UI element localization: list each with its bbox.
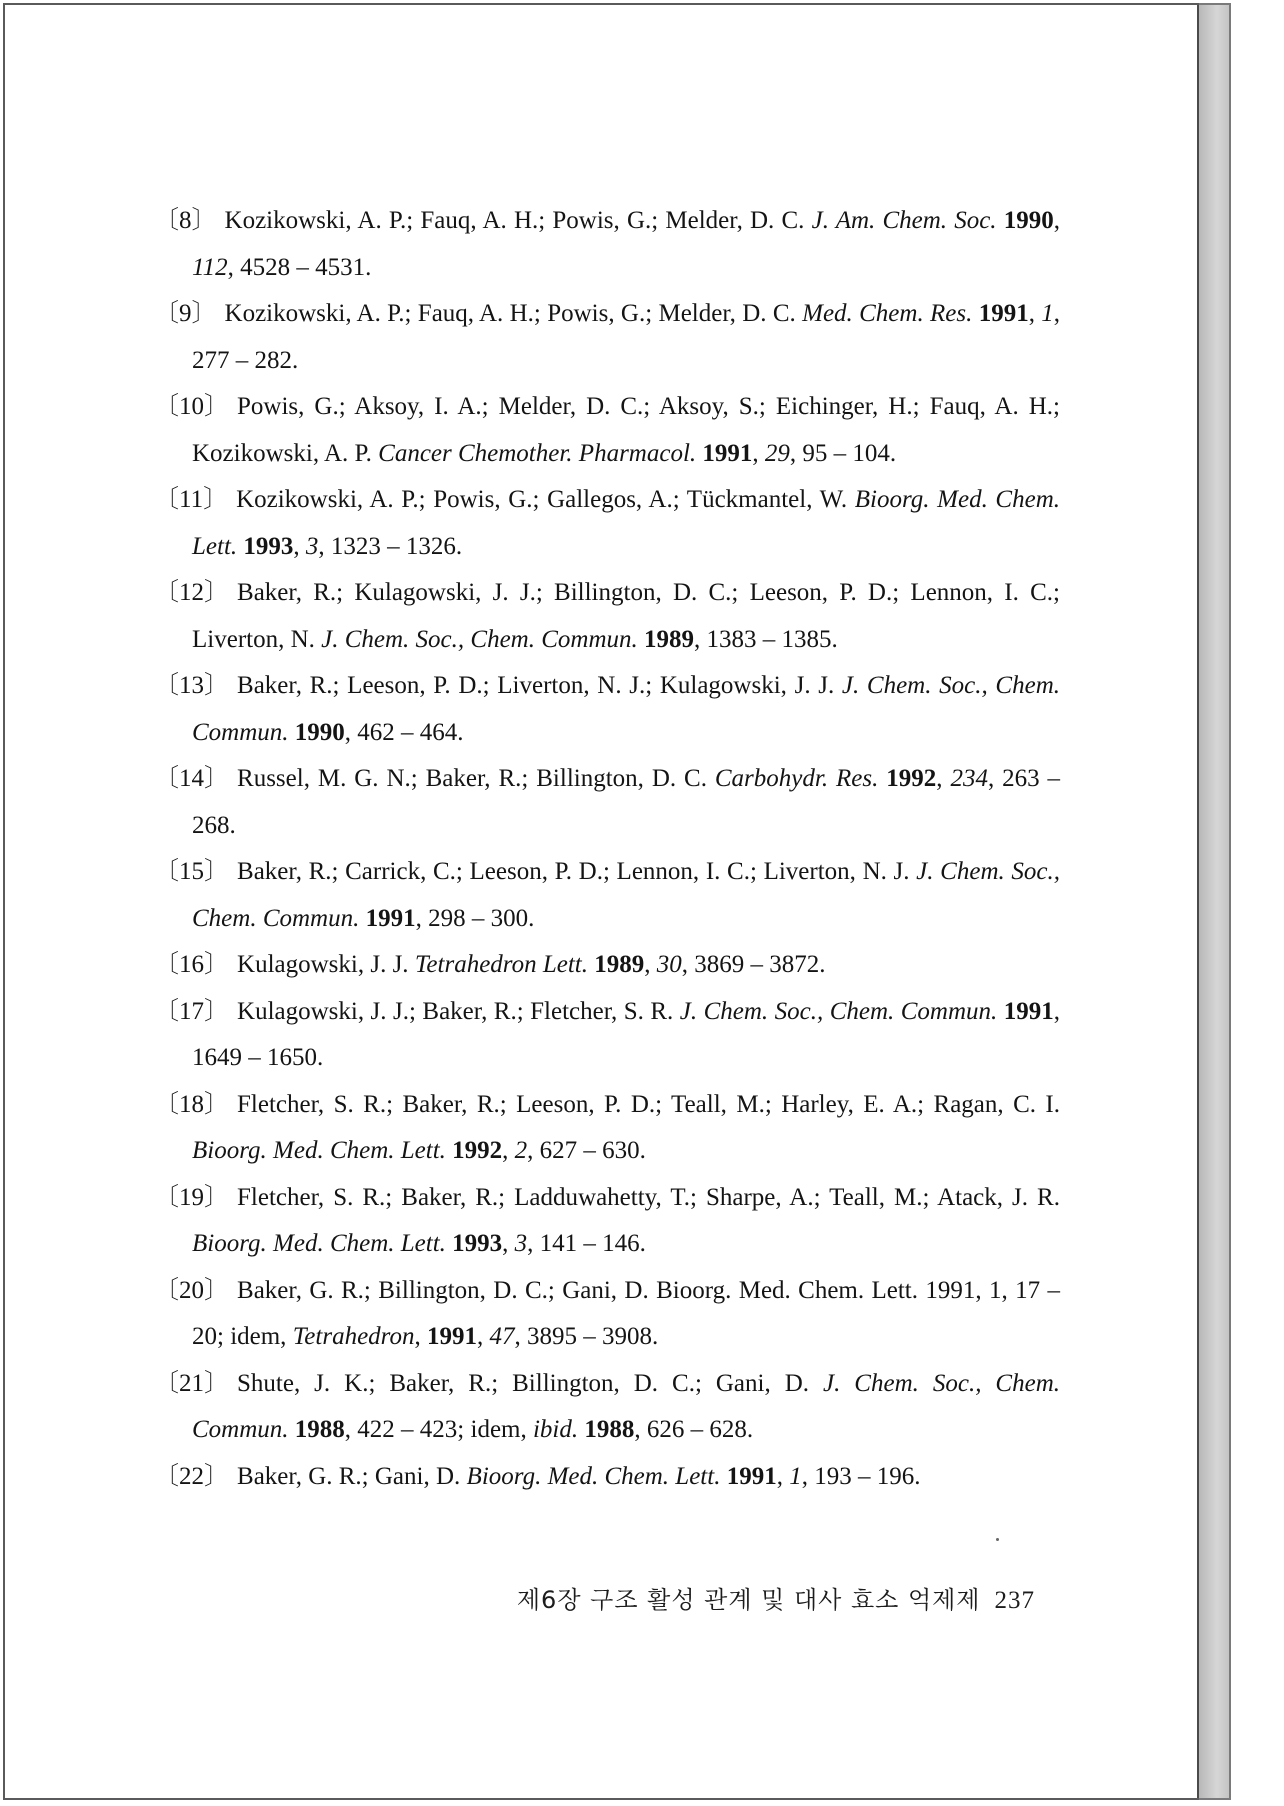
reference-italic-text: 30: [656, 951, 682, 978]
reference-number: 〔20〕: [154, 1276, 230, 1304]
reference-text: Baker, G. R.; Billington, D. C.; Gani, D. Bioorg. Med. Chem. Lett. 1991, 1, 17 – 20; idem,: [192, 1276, 1060, 1350]
reference-year: 1992: [886, 765, 937, 792]
page-stack-edge: [1199, 3, 1231, 1800]
reference-year: 1993: [452, 1230, 503, 1257]
reference-item: [154, 849, 1060, 942]
reference-number: 〔10〕: [154, 393, 230, 420]
reference-number: 〔17〕: [154, 997, 230, 1025]
reference-text: Baker, G. R.; Gani, D.: [237, 1462, 467, 1490]
reference-year: 1991: [726, 1462, 777, 1490]
reference-item: [154, 1082, 1060, 1175]
reference-number: 〔15〕: [154, 858, 230, 885]
reference-italic-text: Tetrahedron Lett.: [414, 951, 588, 978]
reference-year: 1991: [978, 300, 1029, 327]
reference-text: , 3895 – 3908.: [514, 1323, 659, 1350]
reference-item: [154, 989, 1060, 1082]
reference-italic-text: J. Chem. Soc., Chem. Commun.: [321, 625, 638, 653]
reference-text: Kozikowski, A. P.; Fauq, A. H.; Powis, G.; Melder, D. C.: [224, 207, 812, 234]
reference-text: , 1383 – 1385.: [694, 625, 838, 653]
reference-text: Kozikowski, A. P.; Powis, G.; Gallegos, A.; Tückmantel, W.: [236, 486, 855, 513]
reference-year: 1988: [294, 1416, 345, 1443]
reference-text: , 626 – 628.: [634, 1416, 754, 1443]
reference-italic-text: J. Chem. Soc., Chem. Commun.: [192, 858, 1060, 932]
reference-italic-text: 3: [514, 1230, 528, 1257]
reference-italic-text: J. Am. Chem. Soc.: [811, 207, 997, 234]
reference-item: [154, 756, 1060, 849]
reference-italic-text: Tetrahedron: [292, 1323, 415, 1350]
reference-italic-text: 234: [950, 765, 988, 792]
reference-text: ,: [1053, 207, 1060, 234]
reference-number: 〔18〕: [154, 1090, 230, 1118]
reference-number: 〔16〕: [154, 951, 230, 978]
reference-text: , 3869 – 3872.: [681, 951, 826, 978]
reference-text: Russel, M. G. N.; Baker, R.; Billington, D. C.: [237, 765, 715, 792]
reference-italic-text: Bioorg. Med. Chem. Lett.: [192, 1230, 446, 1257]
reference-text: ,: [936, 765, 951, 792]
reference-text: , 1649 – 1650.: [192, 997, 1060, 1071]
reference-italic-text: J. Chem. Soc., Chem. Commun.: [192, 1369, 1061, 1443]
reference-text: , 263 – 268.: [192, 765, 1061, 839]
reference-number: 〔22〕: [154, 1462, 230, 1490]
reference-text: Kozikowski, A. P.; Fauq, A. H.; Powis, G.; Melder, D. C.: [224, 300, 803, 327]
reference-text: , 95 – 104.: [789, 439, 897, 467]
reference-item: [154, 663, 1060, 756]
reference-number: 〔19〕: [154, 1183, 230, 1211]
reference-number: 〔21〕: [154, 1369, 230, 1397]
reference-item: [154, 570, 1060, 663]
reference-italic-text: J. Chem. Soc., Chem. Commun.: [679, 997, 998, 1025]
reference-italic-text: 29: [764, 439, 790, 467]
reference-italic-text: Carbohydr. Res.: [714, 765, 879, 792]
reference-text: Baker, R.; Leeson, P. D.; Liverton, N. J.; Kulagowski, J. J.: [237, 672, 842, 699]
reference-italic-text: Bioorg. Med. Chem. Lett.: [192, 486, 1061, 560]
reference-year: 1989: [644, 625, 695, 653]
reference-text: [997, 207, 1004, 234]
reference-number: 〔9〕: [154, 300, 217, 327]
reference-item: [154, 1361, 1060, 1454]
reference-year: 1991: [1003, 997, 1054, 1025]
reference-italic-text: 1: [789, 1462, 802, 1490]
reference-item: [154, 1268, 1060, 1361]
reference-text: ,: [752, 439, 765, 467]
reference-year: 1988: [584, 1416, 635, 1443]
reference-text: ,: [293, 532, 306, 560]
reference-italic-text: 3: [305, 532, 319, 560]
reference-item: [154, 384, 1060, 477]
reference-italic-text: J. Chem. Soc., Chem. Commun.: [192, 672, 1060, 746]
reference-text: , 462 – 464.: [344, 718, 464, 746]
reference-text: Fletcher, S. R.; Baker, R.; Ladduwahetty, T.; Sharpe, A.; Teall, M.; Atack, J. R.: [237, 1183, 1060, 1211]
reference-text: ,: [776, 1462, 790, 1490]
reference-text: Baker, R.; Kulagowski, J. J.; Billington, D. C.; Leeson, P. D.; Lennon, I. C.; Liverton, N.: [192, 579, 1060, 653]
reference-text: ,: [502, 1230, 515, 1257]
reference-text: , 298 – 300.: [415, 904, 535, 932]
reference-item: [154, 291, 1060, 384]
reference-italic-text: 1: [1041, 300, 1054, 327]
reference-italic-text: Cancer Chemother. Pharmacol.: [378, 439, 697, 467]
reference-year: 1992: [452, 1137, 503, 1164]
reference-text: Baker, R.; Carrick, C.; Leeson, P. D.; Lennon, I. C.; Liverton, N. J.: [237, 858, 917, 885]
reference-text: Powis, G.; Aksoy, I. A.; Melder, D. C.; Aksoy, S.; Eichinger, H.; Fauq, A. H.; Kozikowski, A. P.: [192, 393, 1060, 467]
reference-italic-text: 112: [192, 253, 228, 281]
reference-item: [154, 942, 1060, 989]
reference-year: 1991: [426, 1323, 477, 1350]
reference-italic-text: ibid.: [532, 1416, 579, 1443]
reference-text: , 627 – 630.: [527, 1137, 646, 1164]
reference-year: 1991: [365, 904, 416, 932]
reference-text: Kulagowski, J. J.: [237, 951, 415, 978]
reference-item: [154, 477, 1060, 570]
reference-text: Kulagowski, J. J.; Baker, R.; Fletcher, S. R.: [237, 997, 680, 1025]
reference-text: , 277 – 282.: [192, 300, 1061, 374]
chapter-title: 제6장 구조 활성 관계 및 대사 효소 억제제: [516, 1586, 981, 1614]
reference-text: Shute, J. K.; Baker, R.; Billington, D. C.; Gani, D.: [237, 1369, 823, 1397]
reference-item: [154, 198, 1060, 291]
print-speck: [996, 1538, 999, 1541]
reference-text: , 422 – 423; idem,: [344, 1416, 533, 1443]
reference-text: ,: [476, 1323, 490, 1350]
reference-italic-text: 47: [489, 1323, 515, 1350]
reference-list: [154, 198, 1060, 1500]
reference-text: ,: [414, 1323, 427, 1350]
reference-text: , 193 – 196.: [801, 1462, 921, 1490]
reference-number: 〔13〕: [154, 672, 230, 699]
reference-item: [154, 1454, 1060, 1501]
reference-number: 〔8〕: [154, 207, 217, 234]
reference-item: [154, 1175, 1060, 1268]
reference-year: 1990: [1003, 207, 1054, 234]
reference-text: , 1323 – 1326.: [318, 532, 463, 560]
reference-year: 1993: [243, 532, 294, 560]
reference-italic-text: Bioorg. Med. Chem. Lett.: [192, 1137, 446, 1164]
reference-year: 1991: [702, 439, 753, 467]
reference-year: 1990: [294, 718, 345, 746]
reference-text: ,: [644, 951, 657, 978]
reference-year: 1989: [594, 951, 645, 978]
reference-text: Fletcher, S. R.; Baker, R.; Leeson, P. D.; Teall, M.; Harley, E. A.; Ragan, C. I.: [237, 1090, 1060, 1118]
reference-text: ,: [502, 1137, 515, 1164]
reference-text: , 4528 – 4531.: [227, 253, 372, 281]
reference-text: , 141 – 146.: [527, 1230, 646, 1257]
reference-number: 〔14〕: [154, 765, 230, 792]
reference-number: 〔12〕: [154, 579, 230, 606]
running-footer: [500, 1580, 1035, 1615]
reference-text: ,: [1028, 300, 1042, 327]
reference-number: 〔11〕: [154, 486, 229, 513]
reference-italic-text: 2: [514, 1137, 528, 1164]
reference-italic-text: Bioorg. Med. Chem. Lett.: [466, 1462, 721, 1490]
reference-italic-text: Med. Chem. Res.: [802, 300, 973, 327]
page-number: 237: [994, 1587, 1035, 1614]
